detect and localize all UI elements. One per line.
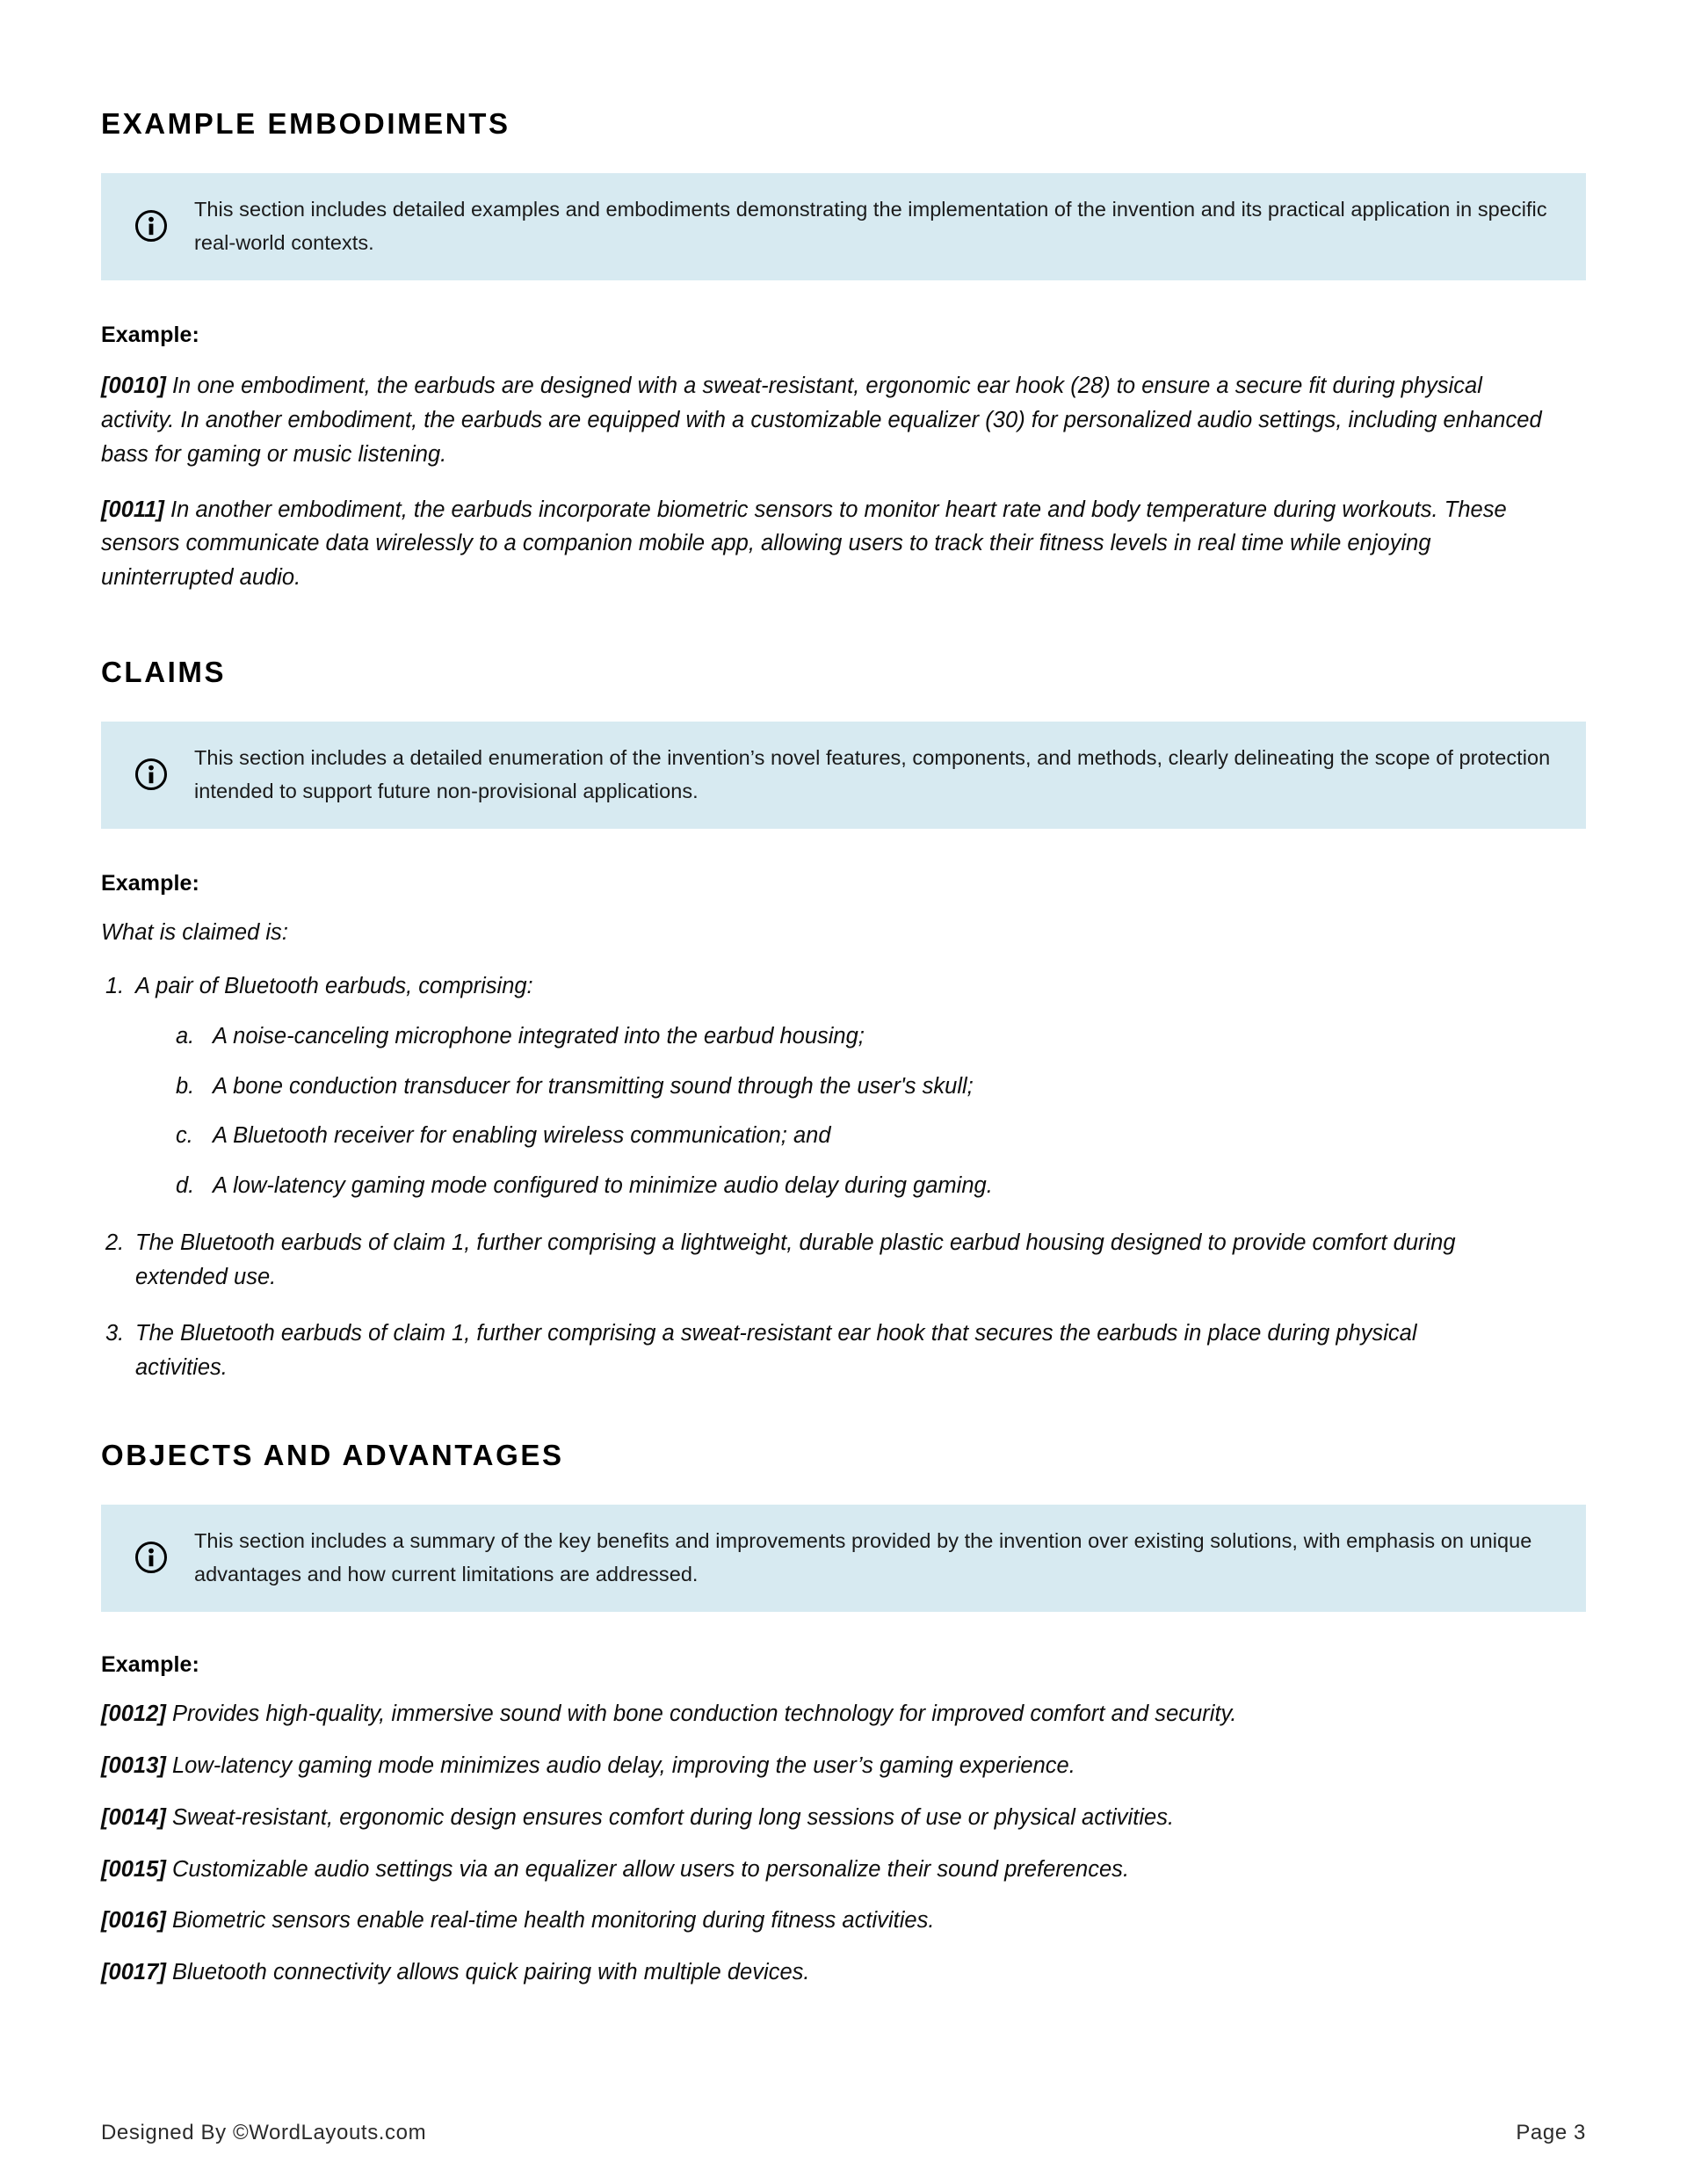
paragraph-tag: [0010] (101, 374, 166, 399)
footer-credit: Designed By ©WordLayouts.com (101, 2121, 427, 2144)
info-callout-claims (101, 722, 1586, 829)
info-callout-objects-and-advantages (101, 1505, 1586, 1612)
claims-list (101, 969, 1586, 1385)
info-circle-icon (133, 1539, 170, 1576)
info-circle-icon (133, 207, 170, 244)
section-heading-claims: CLAIMS (101, 655, 227, 688)
claim-marker: 3. (105, 1321, 125, 1346)
paragraph-0016 (101, 1904, 1586, 1938)
paragraph-0014 (101, 1801, 1586, 1835)
subclaim-marker: a. (176, 1023, 195, 1048)
paragraph-body: In another embodiment, the earbuds incorporate biometric sensors to monitor heart rate and body temperature during workouts. These sensors communicate data wirelessly to a companion mobile app, allowing users to track their fitness levels in real time while enjoying uninterrupted audio. (101, 497, 1507, 591)
info-callout-text: This section includes detailed examples and embodiments demonstrating the implementation of the invention and its practical application in specific real-world contexts. (194, 198, 1547, 255)
paragraph-tag: [0012] (101, 1701, 166, 1727)
claims-lead-in: What is claimed is: (101, 920, 288, 946)
claim-item-2 (101, 1226, 1586, 1295)
paragraph-tag: [0017] (101, 1960, 166, 1985)
paragraph-tag: [0016] (101, 1908, 166, 1934)
info-callout-text: This section includes a summary of the key benefits and improvements provided by the invention over existing solutions, with emphasis on unique advantages and how current limitations are addressed. (194, 1529, 1532, 1586)
subclaim-text: A Bluetooth receiver for enabling wireless communication; and (213, 1123, 831, 1149)
example-label-claims: Example: (101, 871, 199, 896)
paragraph-tag: [0015] (101, 1856, 166, 1882)
info-circle-icon (133, 756, 170, 793)
subclaim-marker: b. (176, 1073, 195, 1099)
paragraph-body: Low-latency gaming mode minimizes audio delay, improving the user’s gaming experience. (165, 1753, 1075, 1779)
section-heading-objects-and-advantages: OBJECTS AND ADVANTAGES (101, 1438, 564, 1471)
subclaim-item-d (176, 1169, 1586, 1203)
paragraph-0015 (101, 1853, 1586, 1887)
claim-marker: 1. (105, 974, 125, 999)
subclaim-item-a (176, 1019, 1586, 1054)
claim-text: The Bluetooth earbuds of claim 1, further comprising a lightweight, durable plastic earbud housing designed to provide comfort during extended use. (135, 1230, 1456, 1289)
paragraph-0013 (101, 1749, 1586, 1783)
example-label-embodiments: Example: (101, 323, 199, 348)
claim-marker: 2. (105, 1230, 125, 1255)
subclaim-marker: d. (176, 1173, 195, 1199)
example-label-objects: Example: (101, 1652, 199, 1678)
paragraph-tag: [0011] (101, 497, 164, 522)
subclaim-text: A low-latency gaming mode configured to minimize audio delay during gaming. (213, 1173, 993, 1199)
paragraph-tag: [0014] (101, 1804, 166, 1830)
paragraph-0010 (101, 369, 1542, 471)
claim-item-3 (101, 1317, 1586, 1385)
claim-text: A pair of Bluetooth earbuds, comprising: (135, 974, 533, 999)
footer-page-number: Page 3 (1516, 2121, 1586, 2144)
claim-text: The Bluetooth earbuds of claim 1, further comprising a sweat-resistant ear hook that secures the earbuds in place during physical activities. (135, 1321, 1417, 1381)
subclaim-item-c (176, 1119, 1586, 1153)
paragraph-body: In one embodiment, the earbuds are designed with a sweat-resistant, ergonomic ear hook (28) to ensure a secure fit during physical activity. In another embodiment, the earbuds are equipped with a customizable equalizer (30) for personalized audio settings, including enhanced bass for gaming or music listening. (101, 374, 1542, 467)
info-callout-text: This section includes a detailed enumeration of the invention’s novel features, components, and methods, clearly delineating the scope of protection intended to support future non-provisional applications. (194, 746, 1551, 803)
paragraph-body: Bluetooth connectivity allows quick pairing with multiple devices. (165, 1960, 810, 1985)
claim-item-1 (101, 969, 1586, 1203)
paragraph-body: Customizable audio settings via an equalizer allow users to personalize their sound preferences. (165, 1856, 1130, 1882)
paragraph-body: Provides high-quality, immersive sound with bone conduction technology for improved comfort and security. (165, 1701, 1237, 1727)
paragraph-body: Biometric sensors enable real-time health monitoring during fitness activities. (165, 1908, 935, 1934)
paragraph-body: Sweat-resistant, ergonomic design ensures comfort during long sessions of use or physical activities. (165, 1804, 1175, 1830)
subclaim-text: A bone conduction transducer for transmitting sound through the user's skull; (213, 1073, 974, 1099)
paragraph-0011 (101, 493, 1542, 595)
subclaim-marker: c. (176, 1123, 193, 1149)
subclaim-item-b (176, 1070, 1586, 1104)
page-footer (101, 2121, 1586, 2145)
subclaim-text: A noise-canceling microphone integrated into the earbud housing; (213, 1023, 865, 1048)
paragraph-tag: [0013] (101, 1753, 166, 1779)
paragraph-0012 (101, 1697, 1586, 1731)
section-heading-example-embodiments: EXAMPLE EMBODIMENTS (101, 107, 510, 140)
info-callout-example-embodiments (101, 173, 1586, 280)
paragraph-0017 (101, 1955, 1586, 1990)
